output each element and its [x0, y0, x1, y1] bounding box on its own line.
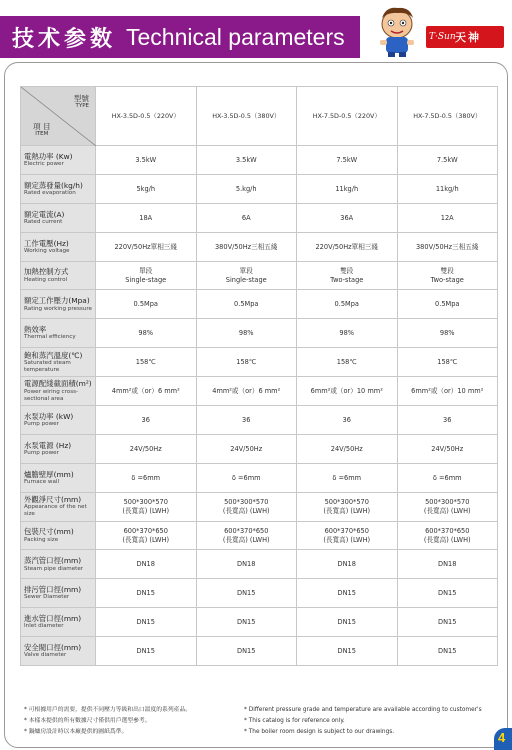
value-cell [96, 290, 197, 319]
notes-chinese [24, 705, 191, 738]
row-label-cn: 電源配綫截面積(m²) [24, 379, 92, 389]
table-row [21, 203, 498, 232]
row-label [21, 319, 96, 348]
item-label-cn: 項 目 [33, 121, 51, 131]
row-label [21, 579, 96, 608]
row-label [21, 550, 96, 579]
value-cell [297, 579, 398, 608]
cell-value: DN15 [237, 618, 256, 627]
note-line: * 本樣本提供的所有數據尺寸僅供用戶選型參考。 [24, 718, 151, 724]
cell-value: DN15 [337, 618, 356, 627]
cell-value: DN15 [136, 646, 155, 655]
cell-value: 6mm²或（or）10 mm² [411, 386, 484, 395]
row-label-cn: 加熱控制方式 [24, 267, 69, 277]
row-label-cn: 額定工作壓力(Mpa) [24, 296, 90, 306]
corner-cell [21, 87, 96, 146]
row-label [21, 232, 96, 261]
row-label [21, 146, 96, 175]
page-title-chinese: 技术参数 [12, 26, 117, 52]
cell-value: 98% [339, 329, 355, 338]
cell-value: 220V/50Hz單相三綫 [114, 242, 177, 251]
row-label-en: Pump power [24, 421, 59, 428]
row-label-en: Rated current [24, 218, 63, 225]
table-row [21, 434, 498, 463]
value-cell [397, 290, 498, 319]
row-label-cn: 排污管口徑(mm) [24, 585, 82, 595]
value-cell [297, 406, 398, 435]
value-cell [96, 203, 197, 232]
note-line: * Different pressure grade and temperature are available according to customer's [244, 707, 482, 713]
cell-value: DN15 [237, 589, 256, 598]
table-row [21, 406, 498, 435]
value-cell [96, 146, 197, 175]
value-cell [297, 261, 398, 290]
cell-value-secondary: (長寬高) (LWH) [323, 506, 371, 515]
row-label-en: Working voltage [24, 247, 70, 254]
cell-value: 24V/50Hz [230, 444, 263, 453]
brand-name: 天神 [455, 31, 481, 44]
cell-value: 3.5kW [135, 155, 157, 164]
cell-value: 36 [443, 415, 452, 424]
row-label-cn: 額定電流(A) [24, 209, 65, 219]
row-label-cn: 包裝尺寸(mm) [24, 527, 74, 537]
row-label-cn: 飽和蒸汽溫度(℃) [24, 350, 83, 360]
cell-value: 6A [241, 213, 251, 222]
cell-value: 0.5Mpa [133, 300, 158, 309]
row-label [21, 463, 96, 492]
cell-value: 11kg/h [435, 184, 459, 193]
table-header-row [21, 87, 498, 146]
row-label-en: Sewer Diameter [24, 594, 70, 601]
cell-value-secondary: (長寬高) (LWH) [323, 535, 371, 544]
value-cell [297, 290, 398, 319]
cell-value: 7.5kW [436, 155, 458, 164]
value-cell [297, 232, 398, 261]
value-cell [397, 492, 498, 521]
cell-value: 220V/50Hz單相三綫 [315, 242, 378, 251]
table-row [21, 521, 498, 550]
cell-value: 36A [340, 213, 354, 222]
row-label [21, 261, 96, 290]
row-label-en: Saturated steam temperature [24, 359, 71, 373]
model-header: HX-7.5D-0.5（220V） [297, 87, 398, 146]
value-cell [297, 608, 398, 637]
value-cell [196, 377, 297, 406]
cell-value: 380V/50Hz三相五綫 [415, 242, 479, 251]
value-cell [397, 146, 498, 175]
table-row [21, 637, 498, 666]
cell-value: 36 [242, 415, 251, 424]
value-cell [196, 348, 297, 377]
cell-value: 380V/50Hz三相五綫 [214, 242, 278, 251]
value-cell [297, 434, 398, 463]
cell-value: DN15 [237, 646, 256, 655]
type-label-cn: 型號 [73, 94, 89, 103]
cell-value: DN15 [438, 589, 457, 598]
value-cell [96, 174, 197, 203]
cell-value: 12A [440, 213, 454, 222]
value-cell [397, 203, 498, 232]
value-cell [397, 232, 498, 261]
row-label [21, 348, 96, 377]
cell-value: 500*300*570 [123, 498, 168, 507]
cell-value-secondary: (長寬高) (LWH) [423, 506, 471, 515]
cell-value: DN18 [237, 560, 256, 569]
value-cell [96, 319, 197, 348]
cell-value: 36 [342, 415, 351, 424]
row-label-cn: 安全閥口徑(mm) [24, 642, 82, 652]
cell-value: 5kg/h [136, 184, 156, 193]
table-row [21, 550, 498, 579]
cell-value-secondary: (長寬高) (LWH) [222, 506, 270, 515]
value-cell [297, 492, 398, 521]
cell-value: 4mm²或（or）6 mm² [111, 386, 180, 395]
cell-value-secondary: Two-stage [430, 275, 464, 284]
cell-value: 98% [138, 329, 154, 338]
row-label-cn: 爐膽壁厚(mm) [24, 469, 74, 479]
value-cell [96, 550, 197, 579]
cell-value: 24V/50Hz [129, 444, 162, 453]
value-cell [397, 463, 498, 492]
cell-value: 雙段 [440, 267, 454, 276]
value-cell [397, 348, 498, 377]
value-cell [96, 492, 197, 521]
notes-english [244, 705, 482, 738]
value-cell [96, 377, 197, 406]
value-cell [196, 232, 297, 261]
table-row [21, 261, 498, 290]
cell-value: DN15 [136, 589, 155, 598]
value-cell [96, 521, 197, 550]
value-cell [397, 377, 498, 406]
value-cell [297, 174, 398, 203]
row-label-cn: 電熱功率 (Kw) [24, 151, 73, 161]
row-label [21, 492, 96, 521]
value-cell [196, 521, 297, 550]
row-label [21, 290, 96, 319]
value-cell [297, 637, 398, 666]
cell-value: 0.5Mpa [334, 300, 359, 309]
note-line: * 可根據用戶的需要，提供不同壓力等級和出口溫度的系列產品。 [24, 707, 192, 713]
value-cell [196, 492, 297, 521]
table-row [21, 146, 498, 175]
row-label-en: Furnace wall [24, 478, 60, 485]
cell-value-secondary: (長寬高) (LWH) [222, 535, 270, 544]
value-cell [297, 521, 398, 550]
value-cell [397, 434, 498, 463]
row-label-cn: 外觀淨尺寸(mm) [24, 495, 82, 505]
value-cell [196, 434, 297, 463]
cell-value-secondary: (長寬高) (LWH) [122, 506, 170, 515]
cell-value-secondary: Two-stage [330, 275, 364, 284]
table-row [21, 319, 498, 348]
cell-value: δ =6mm [231, 473, 261, 482]
table-row [21, 232, 498, 261]
brand-logo [426, 26, 504, 48]
row-label [21, 637, 96, 666]
cell-value: 500*300*570 [425, 498, 470, 507]
value-cell [196, 146, 297, 175]
table-row [21, 579, 498, 608]
value-cell [397, 261, 498, 290]
cell-value-secondary: (長寬高) (LWH) [122, 535, 170, 544]
cell-value: DN15 [136, 618, 155, 627]
mascot-icon [374, 4, 420, 58]
row-label [21, 521, 96, 550]
row-label-cn: 熱效率 [24, 325, 47, 335]
table-row [21, 174, 498, 203]
cell-value: 500*300*570 [324, 498, 369, 507]
cell-value: 158℃ [336, 358, 357, 367]
cell-value: 3.5kW [235, 155, 257, 164]
value-cell [196, 550, 297, 579]
row-label-en: Power wiring cross-sectional area [24, 388, 79, 402]
title-banner [0, 16, 360, 58]
row-label-en: Steam pipe diameter [24, 565, 84, 572]
cell-value-secondary: Single-stage [225, 275, 267, 284]
cell-value: 4mm²或（or）6 mm² [212, 386, 281, 395]
value-cell [96, 232, 197, 261]
cell-value: 600*370*650 [224, 527, 269, 536]
row-label [21, 377, 96, 406]
value-cell [297, 203, 398, 232]
value-cell [397, 521, 498, 550]
row-label-cn: 蒸汽管口徑(mm) [24, 556, 82, 566]
note-line: * This catalog is for reference only. [244, 718, 345, 724]
value-cell [196, 203, 297, 232]
row-label-cn: 進水管口徑(mm) [24, 614, 82, 624]
cell-value: DN15 [438, 646, 457, 655]
cell-value: 98% [238, 329, 254, 338]
model-header: HX-3.5D-0.5（220V） [96, 87, 197, 146]
cell-value: 18A [139, 213, 153, 222]
row-label-cn: 額定蒸發量(kg/h) [24, 180, 83, 190]
value-cell [397, 319, 498, 348]
value-cell [397, 550, 498, 579]
cell-value: 0.5Mpa [435, 300, 460, 309]
row-label-cn: 水泵電源 (Hz) [24, 440, 72, 450]
table-row [21, 492, 498, 521]
cell-value: 單段 [139, 267, 153, 276]
cell-value: 36 [141, 415, 150, 424]
value-cell [196, 406, 297, 435]
cell-value: 7.5kW [336, 155, 358, 164]
value-cell [297, 550, 398, 579]
value-cell [196, 261, 297, 290]
row-label-en: Inlet diameter [24, 623, 64, 630]
value-cell [297, 463, 398, 492]
cell-value: DN15 [337, 589, 356, 598]
value-cell [196, 319, 297, 348]
note-line: * The boiler room design is subject to our drawings. [244, 729, 395, 735]
cell-value: DN18 [337, 560, 356, 569]
page-title-english: Technical parameters [126, 23, 345, 50]
row-label-en: Heating control [24, 276, 68, 283]
cell-value: 600*370*650 [425, 527, 470, 536]
row-label-en: Packing size [24, 536, 59, 543]
value-cell [397, 637, 498, 666]
cell-value: DN18 [136, 560, 155, 569]
note-line: * 鍋爐房設計時以本廠提供的圖紙爲準。 [24, 729, 128, 735]
value-cell [297, 348, 398, 377]
cell-value: 24V/50Hz [330, 444, 363, 453]
value-cell [397, 406, 498, 435]
row-label [21, 174, 96, 203]
cell-value: 600*370*650 [123, 527, 168, 536]
row-label-en: Pump power [24, 449, 59, 456]
table-row [21, 348, 498, 377]
cell-value: 11kg/h [335, 184, 359, 193]
table-row [21, 608, 498, 637]
cell-value-secondary: Single-stage [125, 275, 167, 284]
brand-script: T·Sun [429, 32, 456, 42]
cell-value: 雙段 [340, 267, 354, 276]
row-label-en: Thermal efficiency [24, 334, 76, 341]
value-cell [96, 434, 197, 463]
value-cell [96, 406, 197, 435]
model-header: HX-7.5D-0.5（380V） [397, 87, 498, 146]
value-cell [196, 290, 297, 319]
cell-value: 5.kg/h [235, 184, 257, 193]
cell-value: 6mm²或（or）10 mm² [310, 386, 383, 395]
cell-value: DN15 [337, 646, 356, 655]
cell-value: δ =6mm [432, 473, 462, 482]
spec-table [20, 86, 498, 666]
value-cell [96, 348, 197, 377]
table-row [21, 377, 498, 406]
value-cell [196, 463, 297, 492]
row-label [21, 608, 96, 637]
value-cell [196, 174, 297, 203]
value-cell [96, 579, 197, 608]
cell-value: 單段 [239, 267, 253, 276]
page-number: 4 [494, 728, 512, 750]
table-row [21, 290, 498, 319]
row-label-en: Rated evaporation [24, 189, 76, 196]
cell-value: δ =6mm [131, 473, 161, 482]
item-label-en: ITEM [35, 130, 49, 137]
row-label-cn: 水泵功率 (kW) [24, 411, 74, 421]
value-cell [196, 608, 297, 637]
cell-value-secondary: (長寬高) (LWH) [423, 535, 471, 544]
table-row [21, 463, 498, 492]
row-label-en: Electric power [24, 161, 64, 168]
value-cell [96, 637, 197, 666]
value-cell [96, 463, 197, 492]
cell-value: 158℃ [135, 358, 156, 367]
cell-value: 0.5Mpa [234, 300, 259, 309]
cell-value: 500*300*570 [224, 498, 269, 507]
row-label-en: Appearance of the net size [24, 504, 87, 518]
value-cell [96, 261, 197, 290]
type-label-en: TYPE [75, 103, 89, 110]
row-label-en: Valve diameter [24, 652, 67, 659]
value-cell [397, 174, 498, 203]
value-cell [297, 319, 398, 348]
value-cell [96, 608, 197, 637]
cell-value: 98% [439, 329, 455, 338]
cell-value: 158℃ [437, 358, 458, 367]
row-label [21, 434, 96, 463]
value-cell [297, 377, 398, 406]
row-label [21, 406, 96, 435]
row-label-en: Rating working pressure [24, 305, 92, 312]
value-cell [196, 637, 297, 666]
cell-value: 24V/50Hz [431, 444, 464, 453]
model-header: HX-3.5D-0.5（380V） [196, 87, 297, 146]
value-cell [397, 579, 498, 608]
cell-value: 158℃ [236, 358, 257, 367]
cell-value: 600*370*650 [324, 527, 369, 536]
value-cell [397, 608, 498, 637]
cell-value: DN18 [438, 560, 457, 569]
page-header [0, 0, 512, 62]
value-cell [297, 146, 398, 175]
row-label [21, 203, 96, 232]
cell-value: δ =6mm [332, 473, 362, 482]
row-label-cn: 工作電壓(Hz) [24, 238, 69, 248]
cell-value: DN15 [438, 618, 457, 627]
value-cell [196, 579, 297, 608]
